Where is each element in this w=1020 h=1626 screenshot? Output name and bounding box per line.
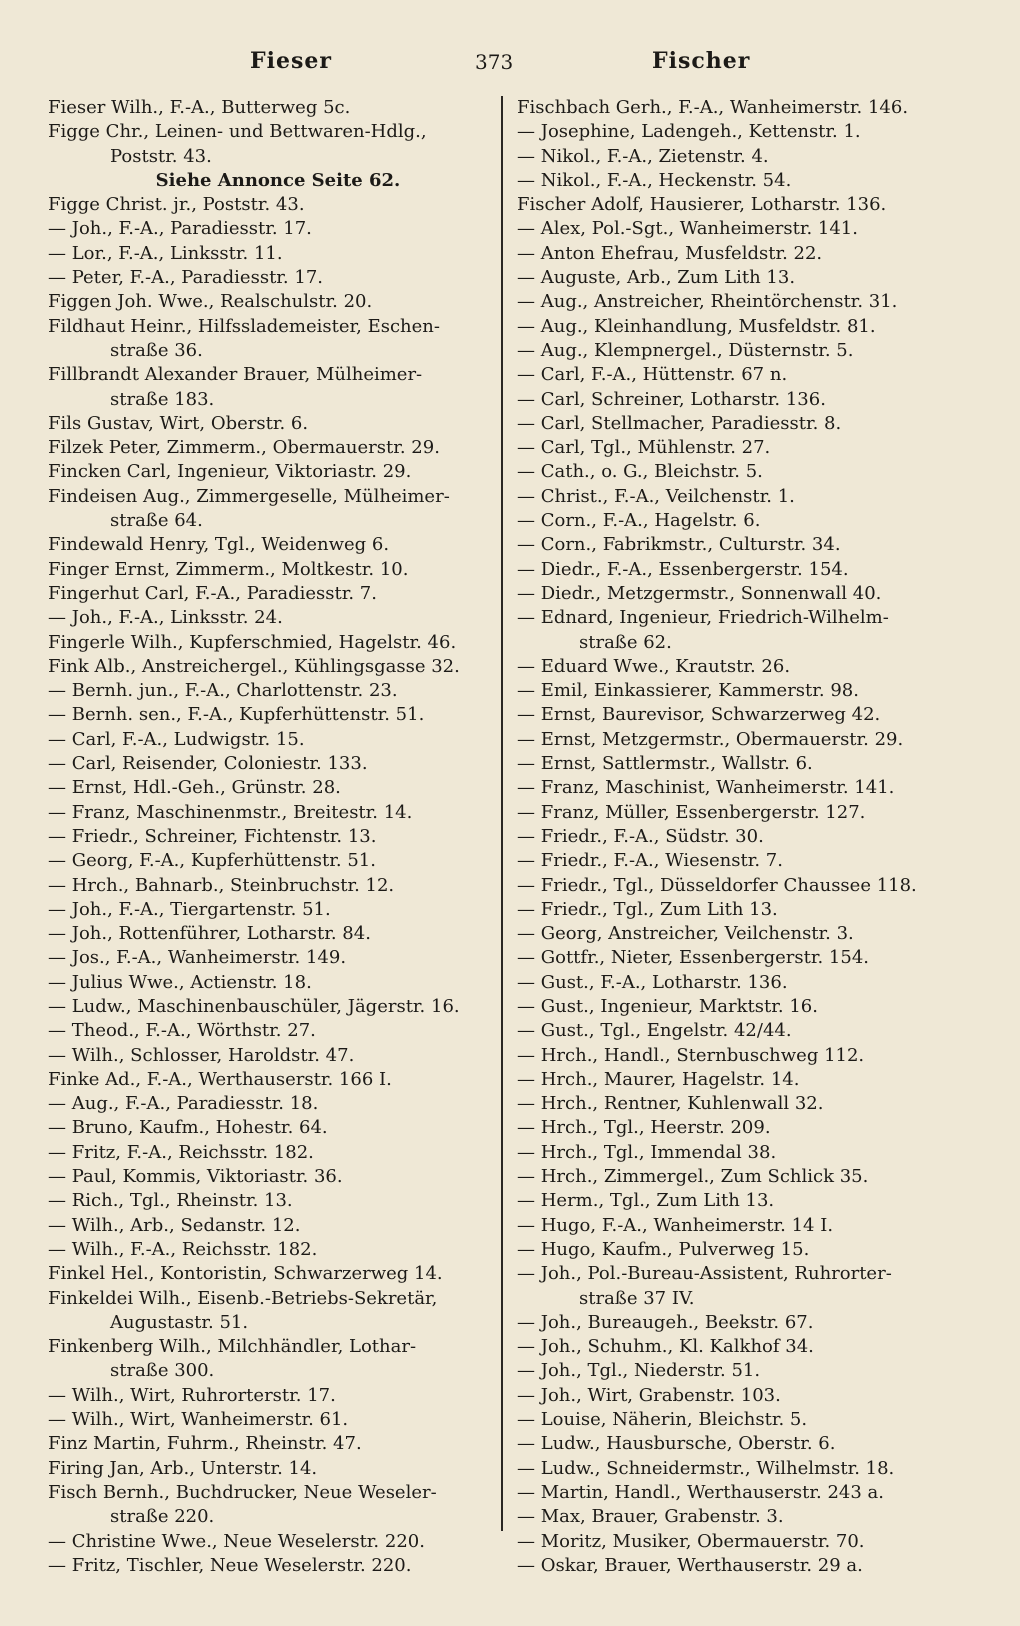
directory-entry-line: — Aug., Anstreicher, Rheintörchenstr. 31.: [517, 291, 898, 313]
directory-entry-line: — Wilh., Schlosser, Haroldstr. 47.: [48, 1044, 355, 1066]
directory-entry-line: — Ernst, Metzgermstr., Obermauerstr. 29.: [517, 728, 904, 750]
directory-entry-line: straße 220.: [110, 1506, 215, 1528]
directory-entry-line: — Joh., Rottenführer, Lotharstr. 84.: [48, 923, 371, 945]
directory-entry-line: — Ernst, Baurevisor, Schwarzerweg 42.: [517, 704, 881, 726]
directory-entry-line: — Paul, Kommis, Viktoriastr. 36.: [48, 1166, 343, 1188]
directory-entry-line: — Joh., Bureaugeh., Beekstr. 67.: [517, 1311, 814, 1333]
directory-entry-line: — Oskar, Brauer, Werthauserstr. 29 a.: [517, 1554, 863, 1576]
directory-entry-line: Finkeldei Wilh., Eisenb.-Betriebs-Sekretär,: [48, 1287, 438, 1309]
directory-entry-line: — Josephine, Ladengeh., Kettenstr. 1.: [517, 121, 861, 143]
directory-entry-line: — Peter, F.-A., Paradiesstr. 17.: [48, 267, 323, 289]
directory-entry-line: Figgen Joh. Wwe., Realschulstr. 20.: [48, 291, 373, 313]
directory-entry-line: — Lor., F.-A., Linksstr. 11.: [48, 242, 283, 264]
directory-entry-line: Fischer Adolf, Hausierer, Lotharstr. 136.: [517, 194, 887, 216]
directory-entry-line: Figge Christ. jr., Poststr. 43.: [48, 194, 305, 216]
directory-entry-line: — Anton Ehefrau, Musfeldstr. 22.: [517, 242, 823, 264]
directory-entry-line: — Aug., F.-A., Paradiesstr. 18.: [48, 1093, 319, 1115]
directory-entry-line: — Theod., F.-A., Wörthstr. 27.: [48, 1020, 316, 1042]
directory-entry-line: — Joh., F.-A., Paradiesstr. 17.: [48, 218, 312, 240]
directory-entry-line: — Fritz, Tischler, Neue Weselerstr. 220.: [48, 1554, 412, 1576]
directory-entry-line: — Franz, Maschinenmstr., Breitestr. 14.: [48, 801, 413, 823]
directory-entry-line: — Joh., Wirt, Grabenstr. 103.: [517, 1384, 781, 1406]
directory-entry-line: Fillbrandt Alexander Brauer, Mülheimer-: [48, 364, 423, 386]
directory-entry-line: — Moritz, Musiker, Obermauerstr. 70.: [517, 1530, 865, 1552]
right-column: [517, 96, 957, 1578]
directory-entry-line: — Max, Brauer, Grabenstr. 3.: [517, 1506, 784, 1528]
directory-entry-line: straße 62.: [579, 631, 672, 653]
directory-entry-line: — Rich., Tgl., Rheinstr. 13.: [48, 1190, 293, 1212]
directory-entry-line: — Aug., Klempnergel., Düsternstr. 5.: [517, 339, 854, 361]
directory-entry-line: Fils Gustav, Wirt, Oberstr. 6.: [48, 412, 309, 434]
directory-entry-line: — Louise, Näherin, Bleichstr. 5.: [517, 1409, 808, 1431]
directory-entry-line: — Georg, F.-A., Kupferhüttenstr. 51.: [48, 850, 376, 872]
directory-entry-line: — Gust., Tgl., Engelstr. 42/44.: [517, 1020, 792, 1042]
directory-entry-line: — Hrch., Handl., Sternbuschweg 112.: [517, 1044, 865, 1066]
directory-entry-line: — Ednard, Ingenieur, Friedrich-Wilhelm-: [517, 607, 889, 629]
directory-entry-line: Findeisen Aug., Zimmergeselle, Mülheimer-: [48, 485, 450, 507]
directory-entry-line: — Corn., F.-A., Hagelstr. 6.: [517, 510, 761, 532]
directory-entry-line: — Carl, Stellmacher, Paradiesstr. 8.: [517, 412, 842, 434]
directory-entry-line: — Hrch., Maurer, Hagelstr. 14.: [517, 1068, 800, 1090]
directory-entry-line: — Christine Wwe., Neue Weselerstr. 220.: [48, 1530, 425, 1552]
directory-entry-line: — Hrch., Zimmergel., Zum Schlick 35.: [517, 1166, 869, 1188]
directory-entry-line: — Hrch., Rentner, Kuhlenwall 32.: [517, 1093, 824, 1115]
directory-entry-line: — Friedr., F.-A., Wiesenstr. 7.: [517, 850, 783, 872]
directory-entry-line: — Ernst, Hdl.-Geh., Grünstr. 28.: [48, 777, 341, 799]
directory-entry-line: — Emil, Einkassierer, Kammerstr. 98.: [517, 680, 859, 702]
directory-entry-line: — Gottfr., Nieter, Essenbergerstr. 154.: [517, 947, 870, 969]
directory-entry-line: — Friedr., F.-A., Südstr. 30.: [517, 825, 764, 847]
directory-entry-line: — Corn., Fabrikmstr., Culturstr. 34.: [517, 534, 841, 556]
directory-entry-line: — Hrch., Tgl., Heerstr. 209.: [517, 1117, 771, 1139]
directory-entry-line: Firing Jan, Arb., Unterstr. 14.: [48, 1457, 318, 1479]
directory-entry-line: Fingerle Wilh., Kupferschmied, Hagelstr. 46.: [48, 631, 457, 653]
directory-entry-line: — Aug., Kleinhandlung, Musfeldstr. 81.: [517, 315, 876, 337]
column-divider: [501, 96, 503, 1531]
directory-entry-line: — Bruno, Kaufm., Hohestr. 64.: [48, 1117, 328, 1139]
directory-entry-line: — Carl, F.-A., Hüttenstr. 67 n.: [517, 364, 788, 386]
directory-entry-line: — Hugo, F.-A., Wanheimerstr. 14 I.: [517, 1214, 834, 1236]
directory-entry-line: — Alex, Pol.-Sgt., Wanheimerstr. 141.: [517, 218, 858, 240]
directory-entry-line: — Friedr., Tgl., Düsseldorfer Chaussee 118.: [517, 874, 917, 896]
directory-entry-line: — Diedr., Metzgermstr., Sonnenwall 40.: [517, 582, 882, 604]
directory-entry-line: — Fritz, F.-A., Reichsstr. 182.: [48, 1141, 314, 1163]
directory-entry-line: straße 37 IV.: [579, 1287, 695, 1309]
directory-entry-line: — Diedr., F.-A., Essenbergerstr. 154.: [517, 558, 849, 580]
directory-entry-line: — Christ., F.-A., Veilchenstr. 1.: [517, 485, 795, 507]
directory-entry-line: Fincken Carl, Ingenieur, Viktoriastr. 29.: [48, 461, 412, 483]
directory-entry-line: — Georg, Anstreicher, Veilchenstr. 3.: [517, 923, 854, 945]
directory-entry-line: — Gust., Ingenieur, Marktstr. 16.: [517, 995, 818, 1017]
directory-entry-line: — Wilh., Wirt, Wanheimerstr. 61.: [48, 1409, 349, 1431]
header-left-word: Fieser: [250, 48, 332, 74]
page-number: 373: [475, 50, 514, 74]
directory-entry-line: — Joh., Tgl., Niederstr. 51.: [517, 1360, 761, 1382]
directory-entry-line: — Joh., F.-A., Tiergartenstr. 51.: [48, 898, 331, 920]
directory-entry-line: — Eduard Wwe., Krautstr. 26.: [517, 655, 791, 677]
directory-entry-line: — Jos., F.-A., Wanheimerstr. 149.: [48, 947, 347, 969]
directory-entry-line: — Nikol., F.-A., Zietenstr. 4.: [517, 145, 769, 167]
directory-entry-line: straße 300.: [110, 1360, 215, 1382]
directory-entry-line: Finkenberg Wilh., Milchhändler, Lothar-: [48, 1336, 417, 1358]
directory-entry-line: Siehe Annonce Seite 62.: [155, 169, 401, 191]
directory-entry-line: — Bernh. sen., F.-A., Kupferhüttenstr. 51.: [48, 704, 425, 726]
directory-entry-line: Fisch Bernh., Buchdrucker, Neue Weseler-: [48, 1481, 437, 1503]
directory-entry-line: Finger Ernst, Zimmerm., Moltkestr. 10.: [48, 558, 409, 580]
directory-entry-line: Poststr. 43.: [110, 145, 212, 167]
directory-entry-line: — Hrch., Bahnarb., Steinbruchstr. 12.: [48, 874, 395, 896]
directory-entry-line: — Martin, Handl., Werthauserstr. 243 a.: [517, 1481, 884, 1503]
directory-entry-line: — Friedr., Tgl., Zum Lith 13.: [517, 898, 778, 920]
directory-entry-line: Fingerhut Carl, F.-A., Paradiesstr. 7.: [48, 582, 377, 604]
directory-entry-line: — Franz, Maschinist, Wanheimerstr. 141.: [517, 777, 895, 799]
directory-entry-line: — Bernh. jun., F.-A., Charlottenstr. 23.: [48, 680, 398, 702]
directory-entry-line: straße 36.: [110, 339, 203, 361]
directory-entry-line: — Hrch., Tgl., Immendal 38.: [517, 1141, 777, 1163]
directory-entry-line: Finkel Hel., Kontoristin, Schwarzerweg 14.: [48, 1263, 443, 1285]
directory-entry-line: — Friedr., Schreiner, Fichtenstr. 13.: [48, 825, 377, 847]
directory-entry-line: Findewald Henry, Tgl., Weidenweg 6.: [48, 534, 390, 556]
directory-entry-line: straße 183.: [110, 388, 215, 410]
directory-entry-line: — Ludw., Schneidermstr., Wilhelmstr. 18.: [517, 1457, 895, 1479]
directory-entry-line: Figge Chr., Leinen- und Bettwaren-Hdlg.,: [48, 121, 427, 143]
directory-entry-line: — Wilh., Arb., Sedanstr. 12.: [48, 1214, 301, 1236]
left-column: [48, 96, 488, 1578]
directory-entry-line: — Carl, Reisender, Coloniestr. 133.: [48, 753, 368, 775]
directory-entry-line: — Carl, Schreiner, Lotharstr. 136.: [517, 388, 826, 410]
directory-entry-line: Fink Alb., Anstreichergel., Kühlingsgasse 32.: [48, 655, 460, 677]
directory-entry-line: — Joh., Schuhm., Kl. Kalkhof 34.: [517, 1336, 814, 1358]
directory-entry-line: Finke Ad., F.-A., Werthauserstr. 166 I.: [48, 1068, 392, 1090]
directory-entry-line: straße 64.: [110, 510, 203, 532]
directory-entry-line: — Joh., F.-A., Linksstr. 24.: [48, 607, 283, 629]
page-header: [0, 44, 1020, 84]
directory-entry-line: — Auguste, Arb., Zum Lith 13.: [517, 267, 796, 289]
directory-entry-line: — Ludw., Maschinenbauschüler, Jägerstr. 16.: [48, 995, 460, 1017]
directory-entry-line: — Joh., Pol.-Bureau-Assistent, Ruhrorter-: [517, 1263, 892, 1285]
directory-entry-line: — Wilh., F.-A., Reichsstr. 182.: [48, 1238, 318, 1260]
directory-entry-line: — Carl, Tgl., Mühlenstr. 27.: [517, 437, 771, 459]
header-right-word: Fischer: [652, 48, 751, 74]
directory-entry-line: Fischbach Gerh., F.-A., Wanheimerstr. 146.: [517, 97, 909, 118]
directory-entry-line: — Franz, Müller, Essenbergerstr. 127.: [517, 801, 866, 823]
directory-entry-line: — Nikol., F.-A., Heckenstr. 54.: [517, 169, 792, 191]
directory-entry-line: — Julius Wwe., Actienstr. 18.: [48, 971, 312, 993]
directory-entry-line: — Cath., o. G., Bleichstr. 5.: [517, 461, 763, 483]
directory-entry-line: Filzek Peter, Zimmerm., Obermauerstr. 29.: [48, 437, 440, 459]
directory-entry-line: — Gust., F.-A., Lotharstr. 136.: [517, 971, 788, 993]
directory-entry-line: — Ernst, Sattlermstr., Wallstr. 6.: [517, 753, 813, 775]
directory-entry-line: Augustastr. 51.: [110, 1311, 249, 1333]
directory-entry-line: — Herm., Tgl., Zum Lith 13.: [517, 1190, 775, 1212]
directory-entry-line: — Ludw., Hausbursche, Oberstr. 6.: [517, 1433, 836, 1455]
directory-entry-line: — Wilh., Wirt, Ruhrorterstr. 17.: [48, 1384, 336, 1406]
directory-entry-line: Finz Martin, Fuhrm., Rheinstr. 47.: [48, 1433, 362, 1455]
directory-entry-line: — Carl, F.-A., Ludwigstr. 15.: [48, 728, 305, 750]
directory-entry-line: — Hugo, Kaufm., Pulverweg 15.: [517, 1238, 810, 1260]
directory-entry-line: Fildhaut Heinr., Hilfsslademeister, Eschen-: [48, 315, 440, 337]
directory-entry-line: Fieser Wilh., F.-A., Butterweg 5c.: [48, 97, 351, 118]
